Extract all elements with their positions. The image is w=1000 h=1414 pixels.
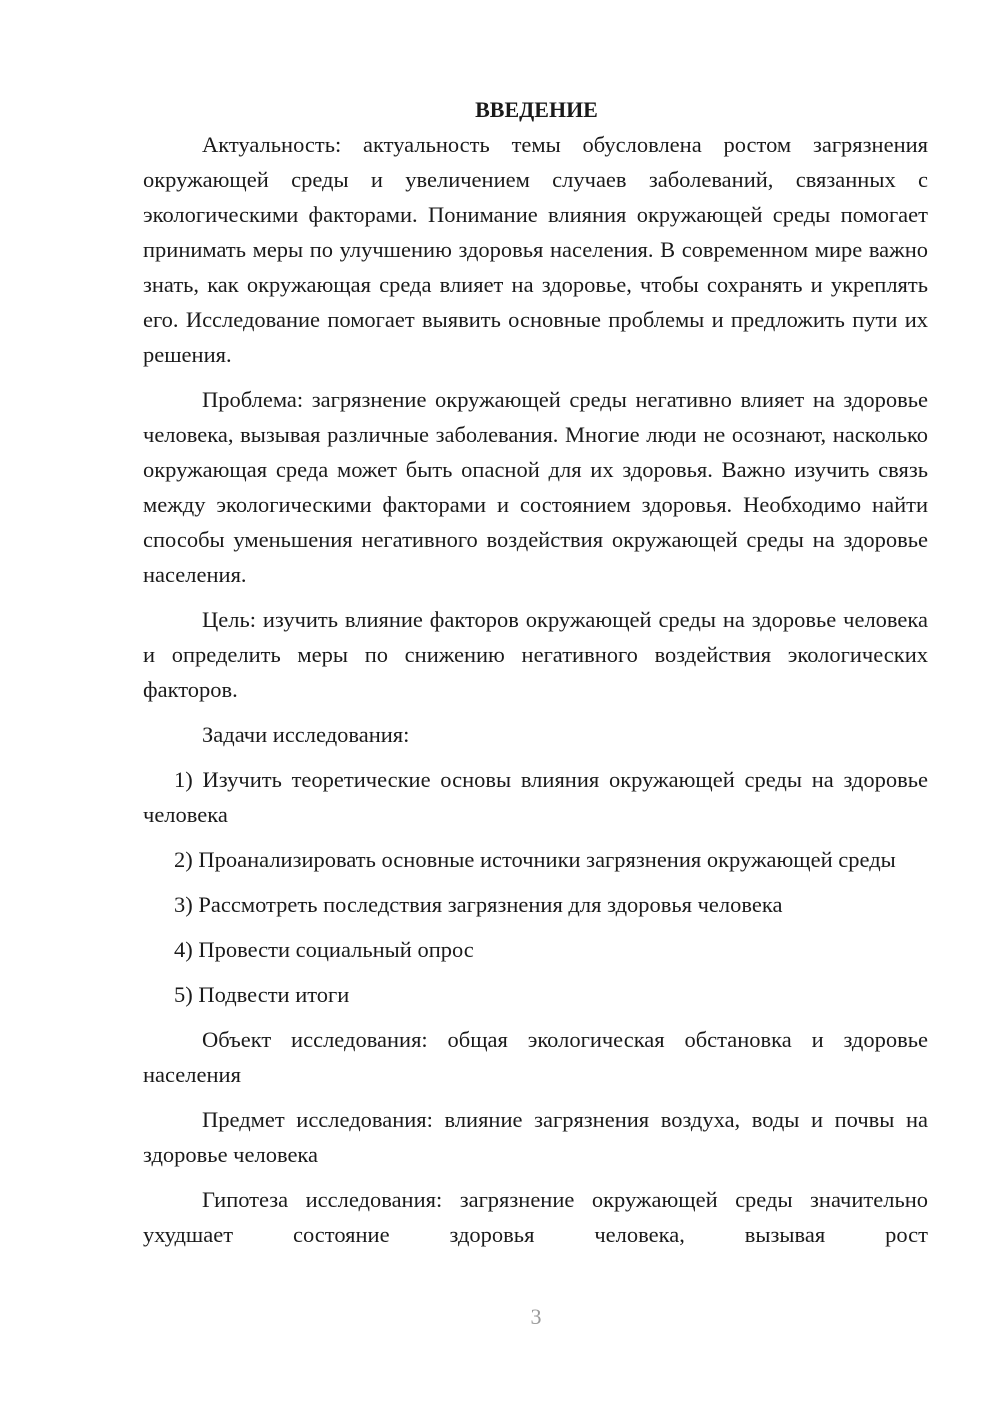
goal-paragraph: Цель: изучить влияние факторов окружающей среды на здоровье человека и определить меры по снижению негативного воздействия экологических факторов. [143, 607, 928, 702]
relevance-paragraph: Актуальность: актуальность темы обусловлена ростом загрязнения окружающей среды и увеличением случаев заболеваний, связанных с экологическими факторами. Понимание влияния окружающей среды помогает принимать меры по улучшению здоровья населения. В современном мире важно знать, как окружающая среда влияет на здоровье, чтобы сохранять и укреплять его. Исследование помогает выявить основные проблемы и предложить пути их решения. [143, 132, 928, 367]
list-item: 5) Подвести итоги [174, 982, 350, 1007]
subject-paragraph: Предмет исследования: влияние загрязнения воздуха, воды и почвы на здоровье человека [143, 1107, 928, 1167]
list-item: 2) Проанализировать основные источники загрязнения окружающей среды [174, 847, 896, 872]
tasks-heading: Задачи исследования: [202, 722, 410, 747]
hypothesis-paragraph: Гипотеза исследования: загрязнение окружающей среды значительно ухудшает состояние здоровья человека, вызывая рост [143, 1187, 928, 1247]
page-title: ВВЕДЕНИЕ [475, 97, 598, 122]
page-number: 3 [530, 1304, 542, 1329]
problem-paragraph: Проблема: загрязнение окружающей среды негативно влияет на здоровье человека, вызывая различные заболевания. Многие люди не осознают, насколько окружающая среда может быть опасной для их здоровья. Важно изучить связь между экологическими факторами и состоянием здоровья. Необходимо найти способы уменьшения негативного воздействия окружающей среды на здоровье населения. [143, 387, 928, 587]
document-page [143, 92, 928, 1252]
list-item: 4) Провести социальный опрос [174, 937, 474, 962]
list-item: 3) Рассмотреть последствия загрязнения для здоровья человека [174, 892, 783, 917]
object-paragraph: Объект исследования: общая экологическая обстановка и здоровье населения [143, 1027, 928, 1087]
list-item: 1) Изучить теоретические основы влияния окружающей среды на здоровье человека [143, 767, 928, 827]
